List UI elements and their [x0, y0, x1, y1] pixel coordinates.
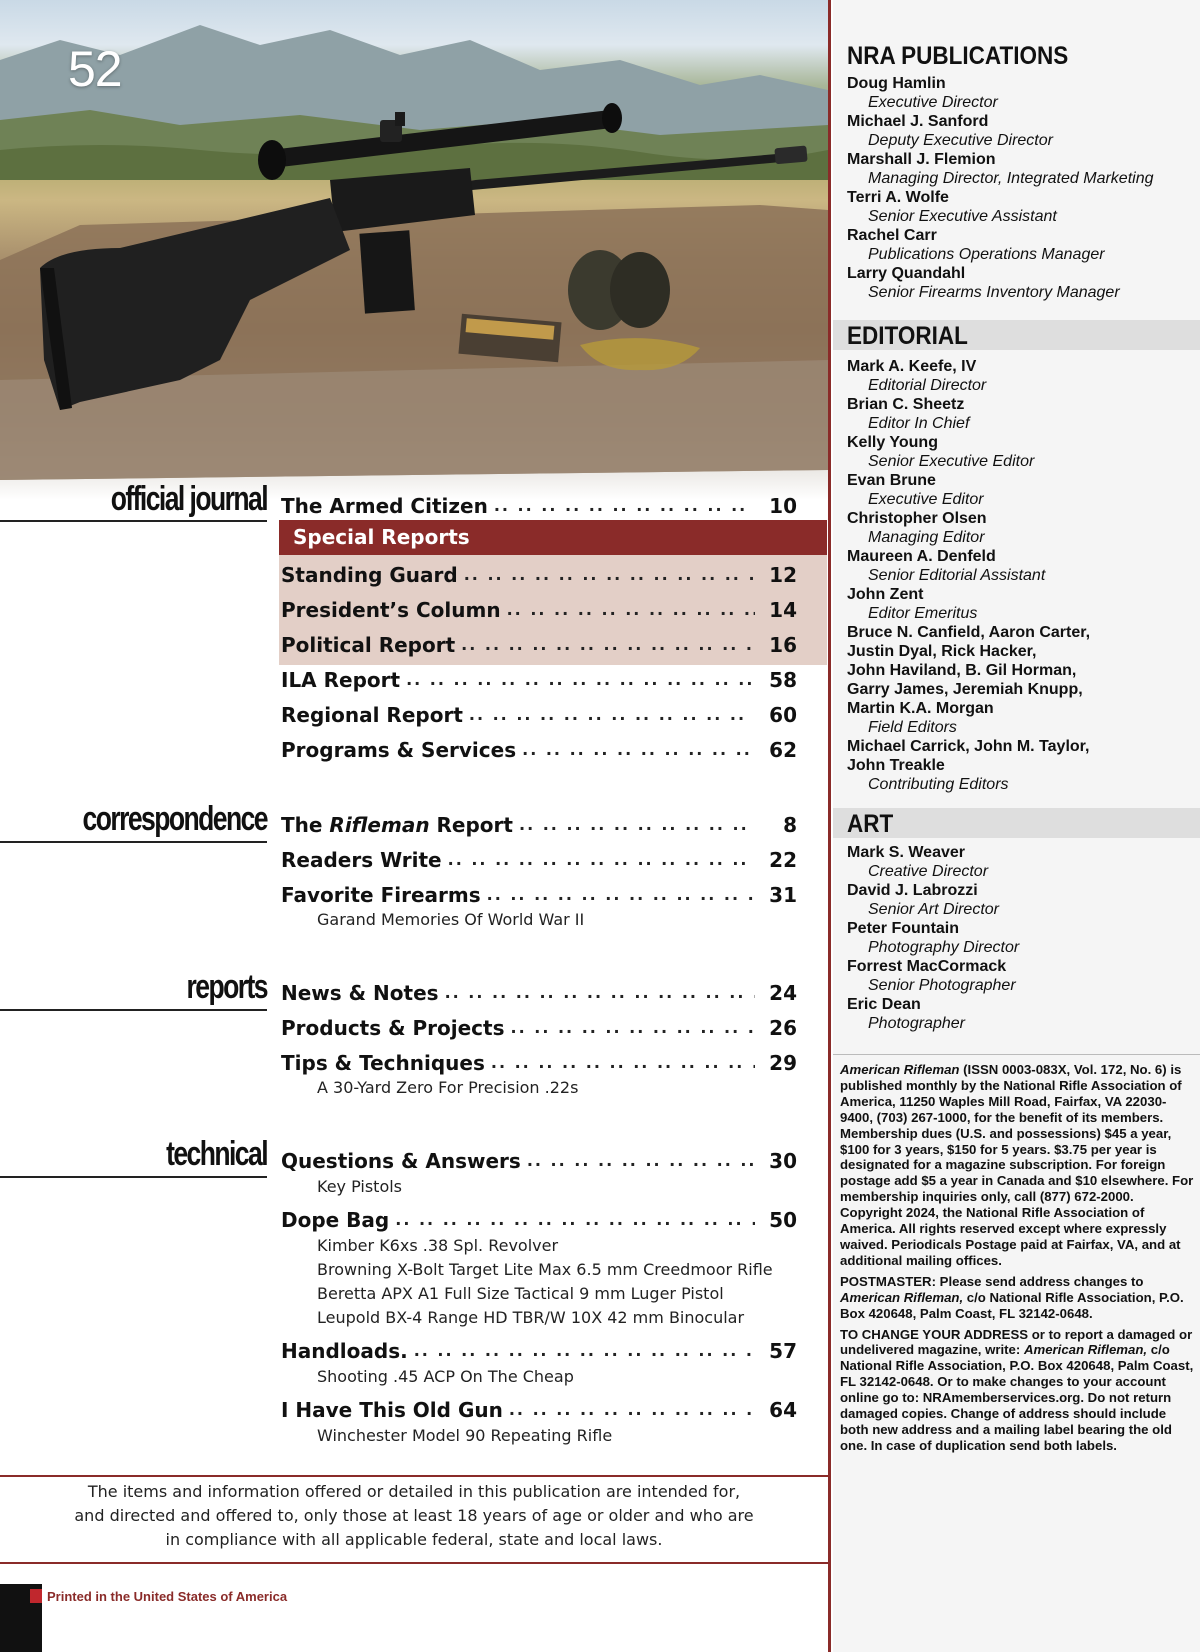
staff-name: Garry James, Jeremiah Knupp, — [847, 681, 1083, 698]
staff-role: Photographer — [868, 1015, 965, 1032]
dot-leader — [509, 1400, 755, 1419]
section-heading-technical: technical — [166, 1135, 267, 1173]
staff-role: Senior Editorial Assistant — [868, 567, 1046, 584]
toc-subentry: Key Pistols — [317, 1177, 403, 1196]
toc-entry-page: 12 — [769, 562, 797, 587]
toc-entry-title: ILA Report — [281, 667, 401, 692]
staff-name: John Treakle — [847, 757, 945, 774]
change-address-notice: TO CHANGE YOUR ADDRESS or to report a damaged or undelivered magazine, write: American Rifleman, c/o National Rifle Association, P.O. Box 420648, Palm Coast, FL 32142-0648. Or to make changes to your account online go to: NRAmemberservices.org. Do not return damaged copies. Change of address should include both new address and a mailing label bearing the old one. In case of duplication send both labels. — [840, 1326, 1194, 1453]
dot-leader — [494, 496, 755, 515]
postmaster-notice: POSTMASTER: Please send address changes to American Rifleman, c/o National Rifle Association, P.O. Box 420648, Palm Coast, FL 32142-0648. — [840, 1273, 1184, 1321]
toc-entry-page: 26 — [769, 1015, 797, 1040]
toc-entry-page: 50 — [769, 1207, 797, 1232]
staff-name: Forrest MacCormack — [847, 958, 1007, 975]
dot-leader — [406, 670, 755, 689]
notice-line: in compliance with all applicable federal, state and local laws. — [165, 1530, 663, 1549]
toc-entry-page: 22 — [769, 847, 797, 872]
dot-leader — [487, 885, 755, 904]
toc-entry-programs-services[interactable] — [281, 732, 797, 767]
toc-entry-page: 57 — [769, 1338, 797, 1363]
toc-entry-title: The Armed Citizen — [281, 493, 488, 518]
staff-role: Editor Emeritus — [868, 605, 978, 622]
toc-entry-rifleman-report[interactable] — [281, 807, 797, 842]
toc-entry-news-notes[interactable] — [281, 975, 797, 1010]
toc-entry-page: 58 — [769, 667, 797, 692]
rifle-illustration — [0, 0, 828, 500]
staff-role: Senior Executive Assistant — [868, 208, 1057, 225]
staff-name: John Zent — [847, 586, 924, 603]
toc-subentry: Kimber K6xs .38 Spl. Revolver — [317, 1236, 559, 1255]
staff-name: Marshall J. Flemion — [847, 151, 996, 168]
toc-entry-handloads[interactable] — [281, 1333, 797, 1368]
dot-leader — [519, 815, 755, 834]
staff-role: Senior Executive Editor — [868, 453, 1035, 470]
toc-entry-questions-answers[interactable] — [281, 1143, 797, 1178]
section-rule — [0, 1009, 267, 1011]
section-heading-reports: reports — [186, 968, 267, 1006]
dot-leader — [527, 1151, 755, 1170]
staff-role: Executive Director — [868, 94, 998, 111]
toc-entry-page: 62 — [769, 737, 797, 762]
toc-entry-title: Handloads. — [281, 1338, 408, 1363]
staff-role: Contributing Editors — [868, 776, 1009, 793]
staff-role: Managing Director, Integrated Marketing — [868, 170, 1154, 187]
toc-entry-page: 30 — [769, 1148, 797, 1173]
toc-entry-political-report[interactable] — [281, 627, 797, 662]
masthead-heading-art: ART — [847, 810, 894, 838]
dot-leader — [461, 635, 755, 654]
toc-entry-title: Programs & Services — [281, 737, 517, 762]
toc-entry-page: 31 — [769, 882, 797, 907]
publication-info-rule — [833, 1054, 1200, 1055]
dot-leader — [414, 1341, 755, 1360]
staff-name: Terri A. Wolfe — [847, 189, 949, 206]
toc-entry-title: I Have This Old Gun — [281, 1397, 503, 1422]
toc-entry-title: Standing Guard — [281, 562, 458, 587]
dot-leader — [395, 1210, 755, 1229]
staff-name: Michael J. Sanford — [847, 113, 989, 130]
toc-entry-title: Political Report — [281, 632, 456, 657]
dot-leader — [511, 1018, 755, 1037]
staff-name: Martin K.A. Morgan — [847, 700, 994, 717]
toc-subentry: A 30-Yard Zero For Precision .22s — [317, 1078, 579, 1097]
staff-name: Peter Fountain — [847, 920, 960, 937]
staff-name: Justin Dyal, Rick Hacker, — [847, 643, 1037, 660]
page-number: 52 — [68, 41, 122, 97]
staff-role: Editor In Chief — [868, 415, 970, 432]
section-rule — [0, 520, 267, 522]
toc-entry-dope-bag[interactable] — [281, 1202, 797, 1237]
staff-name: Larry Quandahl — [847, 265, 966, 282]
staff-name: David J. Labrozzi — [847, 882, 978, 899]
staff-role: Senior Firearms Inventory Manager — [868, 284, 1120, 301]
toc-entry-tips-techniques[interactable] — [281, 1045, 797, 1080]
toc-entry-ila-report[interactable] — [281, 662, 797, 697]
corner-accent — [30, 1589, 42, 1603]
toc-entry-title: Tips & Techniques — [281, 1050, 485, 1075]
toc-entry-products-projects[interactable] — [281, 1010, 797, 1045]
staff-name: Maureen A. Denfeld — [847, 548, 996, 565]
toc-entry-title: President’s Column — [281, 597, 501, 622]
toc-entry-standing-guard[interactable] — [281, 557, 797, 592]
toc-subentry: Browning X-Bolt Target Lite Max 6.5 mm Creedmoor Rifle — [317, 1260, 773, 1279]
notice-rule-top — [0, 1475, 828, 1477]
notice-line: The items and information offered or detailed in this publication are intended for, — [87, 1482, 741, 1501]
staff-name: Christopher Olsen — [847, 510, 987, 527]
staff-role: Deputy Executive Director — [868, 132, 1053, 149]
toc-subentry: Winchester Model 90 Repeating Rifle — [317, 1426, 613, 1445]
toc-entry-title: Regional Report — [281, 702, 463, 727]
staff-name: Evan Brune — [847, 472, 936, 489]
toc-entry-readers-write[interactable] — [281, 842, 797, 877]
staff-name: Bruce N. Canfield, Aaron Carter, — [847, 624, 1091, 641]
section-rule — [0, 1176, 267, 1178]
staff-role: Executive Editor — [868, 491, 984, 508]
dot-leader — [464, 565, 755, 584]
toc-entry-page: 8 — [783, 812, 797, 837]
staff-name: Brian C. Sheetz — [847, 396, 965, 413]
toc-entry-page: 24 — [769, 980, 797, 1005]
staff-name: Doug Hamlin — [847, 75, 946, 92]
staff-role: Managing Editor — [868, 529, 985, 546]
staff-name: John Haviland, B. Gil Horman, — [847, 662, 1077, 679]
dot-leader — [445, 983, 755, 1002]
toc-entry-title: Questions & Answers — [281, 1148, 521, 1173]
staff-name: Michael Carrick, John M. Taylor, — [847, 738, 1090, 755]
staff-name: Mark S. Weaver — [847, 844, 965, 861]
staff-role: Senior Photographer — [868, 977, 1016, 994]
toc-entry-page: 29 — [769, 1050, 797, 1075]
toc-entry-presidents-column[interactable] — [281, 592, 797, 627]
staff-name: Eric Dean — [847, 996, 921, 1013]
toc-subentry: Leupold BX-4 Range HD TBR/W 10X 42 mm Binocular — [317, 1308, 745, 1327]
publication-info — [840, 1062, 1195, 1459]
toc-entry-page: 14 — [769, 597, 797, 622]
staff-role: Editorial Director — [868, 377, 987, 394]
dot-leader — [507, 600, 755, 619]
staff-role: Photography Director — [868, 939, 1020, 956]
toc-entry-page: 64 — [769, 1397, 797, 1422]
toc-subentry: Beretta APX A1 Full Size Tactical 9 mm Luger Pistol — [317, 1284, 724, 1303]
staff-name: Mark A. Keefe, IV — [847, 358, 977, 375]
staff-role: Publications Operations Manager — [868, 246, 1105, 263]
masthead-heading-nra-publications: NRA PUBLICATIONS — [847, 42, 1069, 70]
section-heading-official-journal: official journal — [110, 480, 267, 518]
toc-entry-title: Products & Projects — [281, 1015, 505, 1040]
toc-entry-page: 10 — [769, 493, 797, 518]
dot-leader — [522, 740, 755, 759]
notice-line: and directed and offered to, only those at least 18 years of age or older and who are — [74, 1506, 754, 1525]
column-divider — [828, 0, 831, 1652]
section-rule — [0, 841, 267, 843]
notice-rule-bottom — [0, 1562, 828, 1564]
publication-statement: American Rifleman (ISSN 0003-083X, Vol. 172, No. 6) is published monthly by the National Rifle Association of America, 11250 Waples Mill Road, Fairfax, VA 22030-9400, (703) 267-1000, for the benefit of its members. Membership dues (U.S. and possessions) $45 a year, $100 for 3 years, $150 for 5 years. $3.75 per year is designated for a magazine subscription. For foreign postage add $5 a year in Canada and $10 elsewhere. For membership inquiries only, call (877) 672-2000. Copyright 2024, the National Rifle Association of America. All rights reserved except where expressly waived. Periodicals Postage paid at Fairfax, VA, and at additional mailing offices. — [840, 1062, 1194, 1268]
toc-entry-title: News & Notes — [281, 980, 439, 1005]
hero-photo — [0, 0, 828, 500]
toc-entry-old-gun[interactable] — [281, 1392, 797, 1427]
staff-name: Rachel Carr — [847, 227, 937, 244]
toc-entry-page: 60 — [769, 702, 797, 727]
printed-in-usa: Printed in the United States of America — [47, 1589, 288, 1604]
staff-role: Field Editors — [868, 719, 957, 736]
staff-role: Creative Director — [868, 863, 989, 880]
toc-entry-title: Dope Bag — [281, 1207, 390, 1232]
toc-entry-favorite-firearms[interactable] — [281, 877, 797, 912]
toc-subentry: Garand Memories Of World War II — [317, 910, 585, 929]
dot-leader — [448, 850, 755, 869]
toc-entry-title: Readers Write — [281, 847, 442, 872]
special-reports-label: Special Reports — [293, 525, 470, 549]
masthead-heading-editorial: EDITORIAL — [847, 322, 968, 350]
toc-subentry: Shooting .45 ACP On The Cheap — [317, 1367, 574, 1386]
dot-leader — [491, 1053, 755, 1072]
dot-leader — [469, 705, 755, 724]
toc-entry-title: Favorite Firearms — [281, 882, 481, 907]
toc-entry-armed-citizen[interactable] — [281, 488, 797, 523]
toc-entry-regional-report[interactable] — [281, 697, 797, 732]
toc-entry-page: 16 — [769, 632, 797, 657]
staff-role: Senior Art Director — [868, 901, 999, 918]
section-heading-correspondence: correspondence — [82, 800, 267, 838]
age-notice — [40, 1480, 788, 1552]
staff-name: Kelly Young — [847, 434, 938, 451]
toc-entry-title: The Rifleman Report — [281, 812, 513, 837]
